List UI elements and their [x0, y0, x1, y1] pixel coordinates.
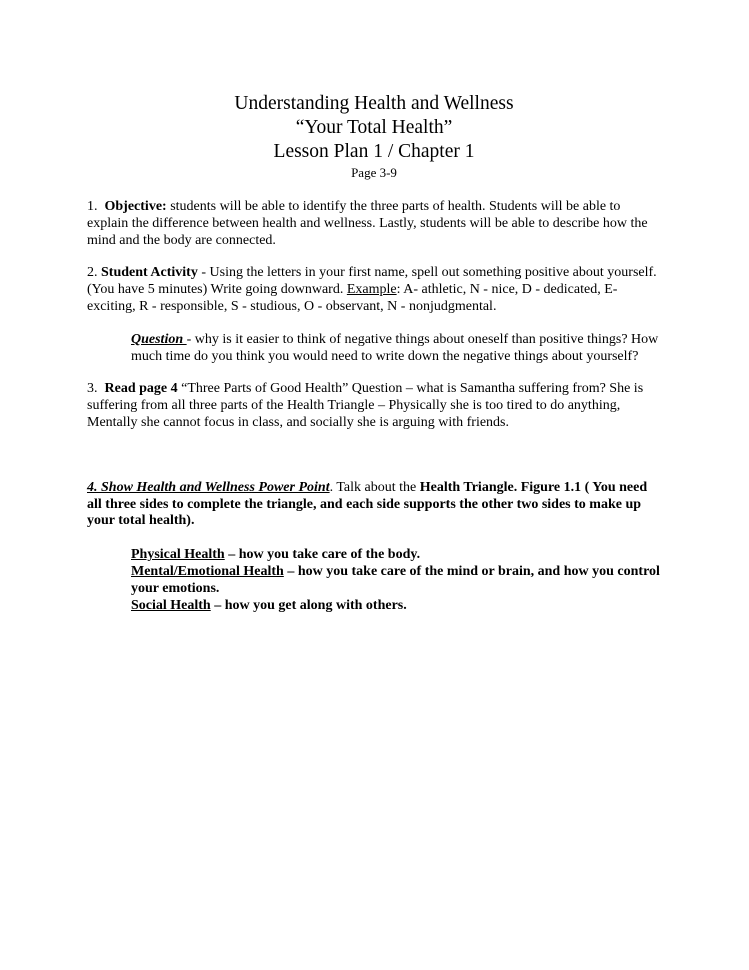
read-text: “Three Parts of Good Health” Question – what is Samantha suffering from? She is suffering from all three parts of the Health Triangle – Physically she is too tired to do anything, Mentally she cannot focus in class, and socially she is arguing with friends. [87, 381, 644, 430]
title-block [87, 0, 661, 181]
document-title: Understanding Health and Wellness [234, 93, 514, 114]
list-item [131, 564, 661, 598]
read-label: Read page 4 [104, 381, 178, 397]
health-definition: – how you take care of the body. [224, 547, 421, 563]
document-subtitle: “Your Total Health” [295, 117, 453, 138]
activity-label: Student Activity [101, 265, 198, 281]
list-item [131, 547, 661, 564]
health-definition: – how you get along with others. [210, 597, 407, 613]
question-paragraph [131, 332, 661, 366]
objective-label: Objective: [104, 199, 167, 214]
health-term: Social Health [131, 597, 211, 613]
page-range: Page 3-9 [351, 165, 397, 180]
activity-text: - Using the letters in your first name, spell out something positive about yourself. (You have 5 minutes) Write going downward. [87, 265, 657, 298]
objective-number: 1. [87, 199, 98, 214]
health-parts-list [131, 547, 661, 614]
health-term: Mental/Emotional Health [131, 563, 284, 579]
power-point-text: . Talk about the [329, 479, 420, 495]
read-number: 3. [87, 381, 98, 397]
example-text: : A- athletic, N - nice, D - dedicated, E- exciting, R - responsible, S - studious, O - observant, N - nonjudgmental. [87, 282, 618, 314]
activity-number: 2. [87, 265, 98, 281]
lesson-plan-line: Lesson Plan 1 / Chapter 1 [273, 141, 475, 162]
power-point-lead: 4. Show Health and Wellness Power Point [87, 479, 330, 495]
student-activity-paragraph [87, 265, 661, 315]
objective-paragraph [87, 199, 661, 249]
power-point-paragraph [87, 480, 661, 530]
example-label: Example [346, 282, 397, 298]
health-triangle-text: Health Triangle. Figure 1.1 ( You need all three sides to complete the triangle, and each side supports the other two sides to make up your total health). [87, 479, 648, 529]
question-label: Question [131, 331, 187, 347]
list-item [131, 598, 661, 615]
objective-text: students will be able to identify the three parts of health. Students will be able to explain the difference between health and wellness. Lastly, students will be able to describe how the mind and the body are connected. [87, 199, 648, 248]
health-definition: – how you take care of the mind or brain, and how you control your emotions. [131, 563, 660, 596]
read-page-paragraph [87, 381, 661, 431]
question-text: - why is it easier to think of negative things about oneself than positive things? How much time do you think you would need to write down the negative things about yourself? [131, 331, 659, 364]
health-term: Physical Health [131, 547, 225, 563]
